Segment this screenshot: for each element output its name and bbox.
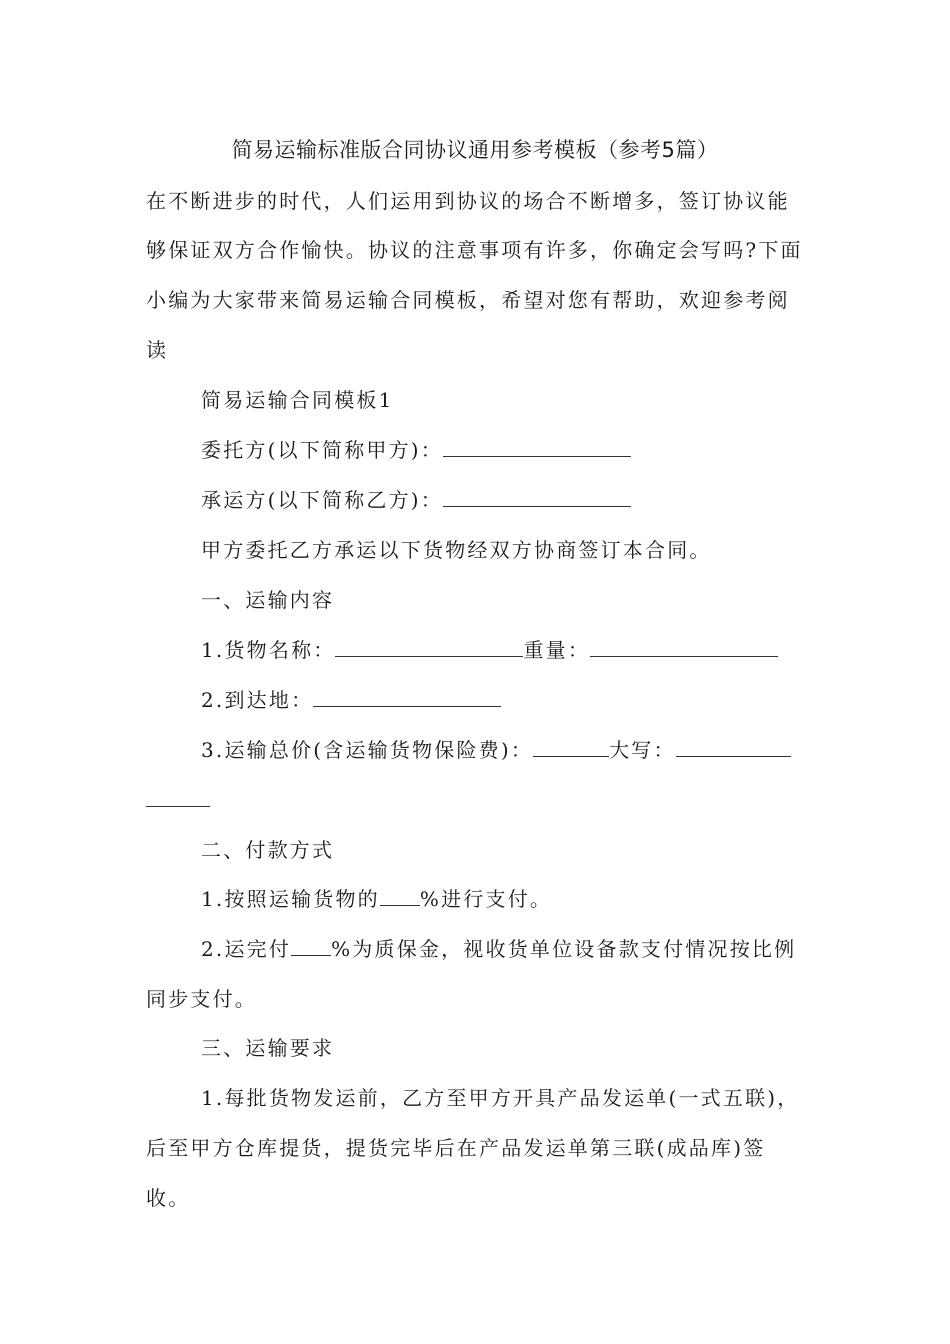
section-1-item-1	[201, 634, 778, 666]
section-1-heading: 一、运输内容	[201, 588, 335, 612]
goods-name-label: 1.货物名称：	[201, 638, 336, 662]
intro-line-3: 小编为大家带来简易运输合同模板，希望对您有帮助，欢迎参考阅	[146, 288, 790, 312]
intro-line-4: 读	[146, 338, 169, 362]
section-3-heading: 三、运输要求	[201, 1036, 335, 1060]
upper-case-label: 大写：	[609, 738, 676, 762]
section-1-item-3	[201, 734, 791, 766]
upper-case-blank-continued	[146, 788, 210, 807]
party-a-label: 委托方(以下简称甲方)：	[201, 438, 444, 462]
intro-line-1: 在不断进步的时代，人们运用到协议的场合不断增多，签订协议能	[146, 189, 790, 213]
weight-label: 重量：	[523, 638, 591, 662]
document-title: 简易运输标准版合同协议通用参考模板（参考5篇）	[231, 138, 719, 162]
section-2-heading: 二、付款方式	[201, 838, 335, 862]
section-3-item-1-line-3: 收。	[146, 1186, 191, 1210]
section-2-item-2-continued: 同步支付。	[146, 987, 257, 1011]
payment-ratio-blank	[380, 887, 420, 906]
party-b-line	[201, 484, 631, 516]
party-b-label: 承运方(以下简称乙方)：	[201, 488, 444, 512]
destination-blank	[313, 688, 501, 707]
party-a-blank	[443, 438, 631, 457]
total-price-label: 3.运输总价(含运输货物保险费)：	[201, 738, 534, 762]
goods-name-blank	[335, 638, 523, 657]
warranty-label: 2.运完付	[201, 937, 292, 961]
warranty-blank	[291, 937, 331, 956]
total-price-blank	[533, 738, 609, 757]
section-3-item-1-line-1: 1.每批货物发运前，乙方至甲方开具产品发运单(一式五联)，	[201, 1086, 800, 1110]
party-b-blank	[443, 488, 631, 507]
section-3-item-1-line-2: 后至甲方仓库提货，提货完毕后在产品发运单第三联(成品库)签	[146, 1136, 766, 1160]
weight-blank	[590, 638, 778, 657]
destination-label: 2.到达地：	[201, 688, 314, 712]
party-a-line	[201, 434, 631, 466]
section-2-item-2	[201, 933, 796, 965]
warranty-suffix: %为质保金，视收货单位设备款支付情况按比例	[331, 937, 797, 961]
contract-heading: 简易运输合同模板1	[201, 388, 394, 412]
payment-ratio-label: 1.按照运输货物的	[201, 887, 380, 911]
section-1-item-2	[201, 684, 501, 716]
payment-ratio-suffix: %进行支付。	[419, 887, 553, 911]
preamble: 甲方委托乙方承运以下货物经双方协商签订本合同。	[201, 538, 712, 562]
upper-case-blank	[676, 738, 791, 757]
section-2-item-1	[201, 883, 552, 915]
intro-line-2: 够保证双方合作愉快。协议的注意事项有许多，你确定会写吗?下面	[146, 238, 803, 262]
